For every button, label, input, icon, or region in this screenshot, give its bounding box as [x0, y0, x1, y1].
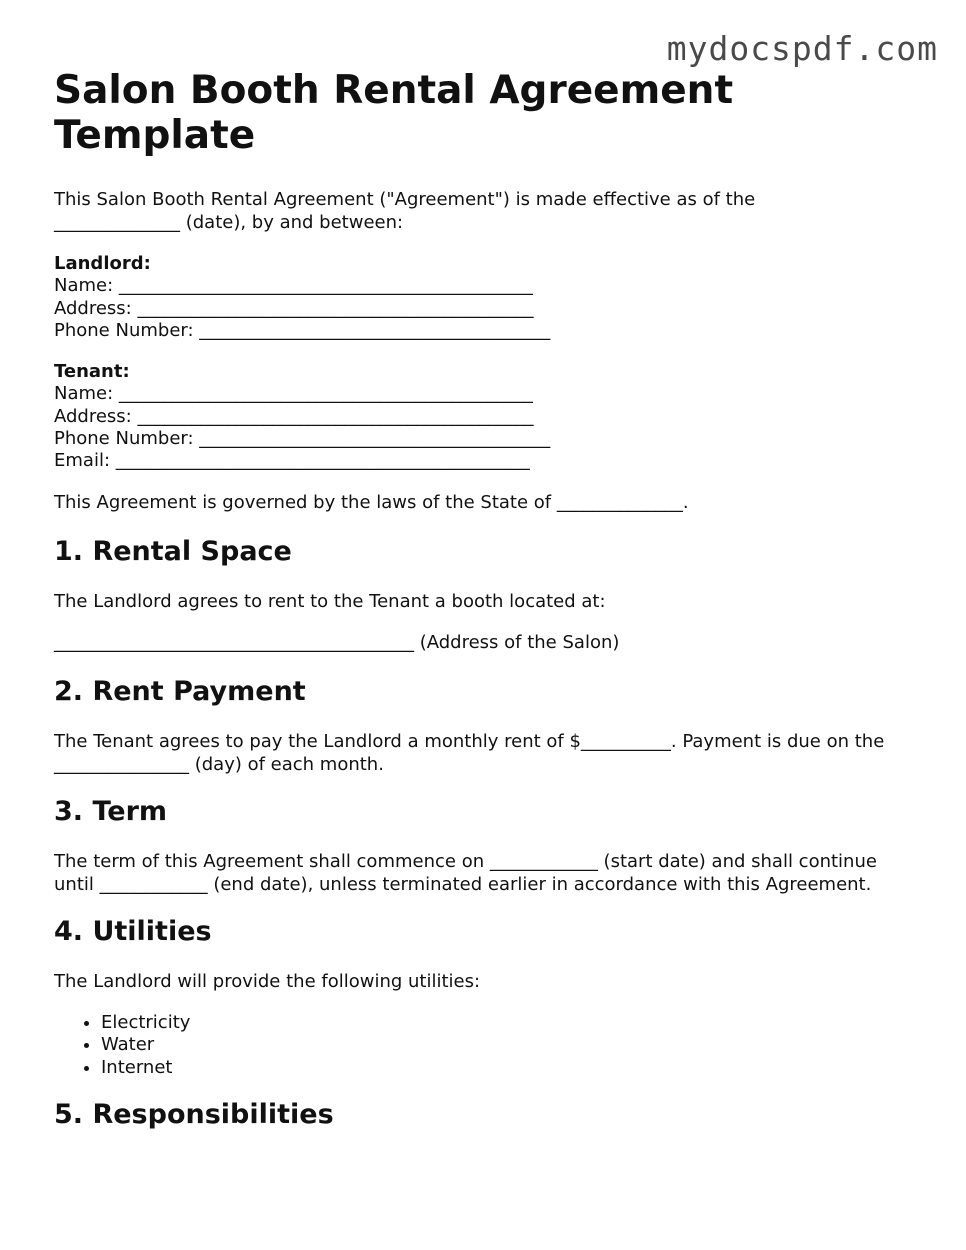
- term-text: The term of this Agreement shall commence on ____________ (start date) and shall continue until ____________ (end date), unless terminated earlier in accordance with this Agreement.: [54, 851, 877, 895]
- tenant-phone-field: Phone Number: _______________________________________: [54, 428, 551, 450]
- landlord-address-field: Address: ____________________________________________: [54, 297, 534, 319]
- list-item: • Water: [101, 1034, 924, 1057]
- tenant-heading: Tenant:: [54, 361, 130, 383]
- landlord-block: [54, 253, 924, 342]
- tenant-block: [54, 361, 924, 472]
- section-heading-rent-payment: 2. Rent Payment: [54, 676, 306, 708]
- landlord-heading: Landlord:: [54, 253, 151, 274]
- rental-space-text: The Landlord agrees to rent to the Tenant a booth located at:: [54, 591, 606, 613]
- document-page: [54, 68, 924, 1131]
- rent-payment-text: The Tenant agrees to pay the Landlord a monthly rent of $__________. Payment is due on the _______________ (day) of each month.: [54, 731, 885, 775]
- tenant-address-field: Address: ____________________________________________: [54, 405, 534, 427]
- landlord-name-field: Name: ______________________________________________: [54, 275, 533, 297]
- list-item: • Internet: [101, 1057, 924, 1080]
- list-item: • Electricity: [101, 1012, 924, 1035]
- utilities-list: [54, 1012, 924, 1080]
- governing-law-paragraph: This Agreement is governed by the laws of the State of ______________.: [54, 491, 689, 513]
- intro-paragraph: This Salon Booth Rental Agreement ("Agreement") is made effective as of the ______________ (date), by and between:: [54, 189, 756, 233]
- tenant-email-field: Email: ______________________________________________: [54, 450, 530, 472]
- watermark: mydocspdf.com: [666, 29, 938, 68]
- salon-address-line: ________________________________________ (Address of the Salon): [54, 631, 620, 653]
- section-heading-rental-space: 1. Rental Space: [54, 536, 292, 568]
- document-title: Salon Booth Rental Agreement Template: [54, 68, 734, 158]
- landlord-phone-field: Phone Number: _______________________________________: [54, 319, 551, 341]
- tenant-name-field: Name: ______________________________________________: [54, 383, 533, 405]
- section-heading-responsibilities: 5. Responsibilities: [54, 1099, 334, 1131]
- section-heading-term: 3. Term: [54, 796, 168, 828]
- utilities-text: The Landlord will provide the following utilities:: [54, 971, 481, 993]
- section-heading-utilities: 4. Utilities: [54, 916, 212, 948]
